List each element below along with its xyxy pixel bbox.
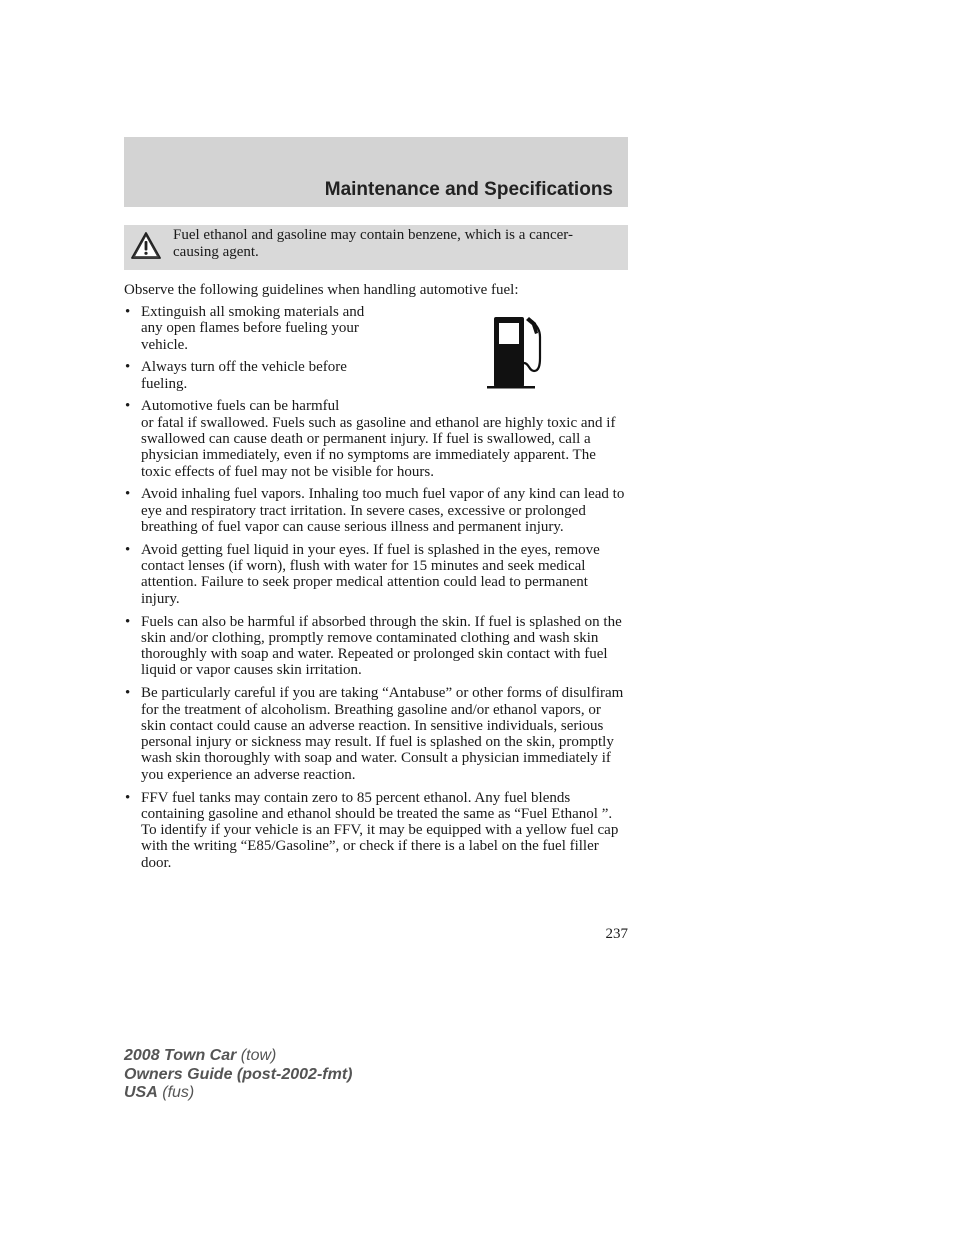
warning-text: Fuel ethanol and gasoline may contain benzene, which is a cancer-causing agent. [173, 227, 573, 260]
footer-line-guide: Owners Guide (post-2002-fmt) [124, 1065, 353, 1083]
warning-box [124, 225, 628, 270]
footer-line-model: 2008 Town Car (tow) [124, 1047, 277, 1064]
section-title: Maintenance and Specifications [324, 179, 613, 200]
document-footer [124, 1047, 352, 1103]
page-number: 237 [605, 926, 628, 942]
list-item: • Fuels can also be harmful if absorbed through the skin. If fuel is splashed on the skin and/or clothing, promptly remove contaminated clothing and wash skin thoroughly with soap and water. Repeated or prolonged skin contact with fuel liquid or vapor causes skin irritation. [124, 614, 628, 679]
list-item: • Automotive fuels can be harmful or fatal if swallowed. Fuels such as gasoline and ethanol are highly toxic and if swallowed can cause death or permanent injury. If fuel is swallowed, call a physician immediately, even if no symptoms are immediately apparent. The toxic effects of fuel may not be visible for hours. [124, 398, 628, 479]
list-item: • FFV fuel tanks may contain zero to 85 percent ethanol. Any fuel blends containing gasoline and ethanol should be treated the same as “Fuel Ethanol ”. To identify if your vehicle is an FFV, it may be equipped with a yellow fuel cap with the writing “E85/Gasoline”, or check if there is a label on the fuel filler door. [124, 790, 628, 871]
list-item: • Be particularly careful if you are taking “Antabuse” or other forms of disulfiram for the treatment of alcoholism. Breathing gasoline and/or ethanol vapors, or skin contact could cause an adverse reaction. In sensitive individuals, serious personal injury or sickness may result. If fuel is splashed on the skin, promptly wash skin thoroughly with soap and water. Consult a physician immediately if you experience an adverse reaction. [124, 685, 628, 783]
footer-line-region: USA (fus) [124, 1084, 195, 1101]
warning-triangle-icon [130, 231, 162, 261]
section-header [124, 137, 628, 207]
list-item: • Avoid inhaling fuel vapors. Inhaling too much fuel vapor of any kind can lead to eye and respiratory tract irritation. In severe cases, excessive or prolonged breathing of fuel vapor can cause serious illness and permanent injury. [124, 486, 628, 535]
intro-paragraph: Observe the following guidelines when handling automotive fuel: [124, 282, 519, 298]
list-item: • Avoid getting fuel liquid in your eyes. If fuel is splashed in the eyes, remove contact lenses (if worn), flush with water for 15 minutes and seek medical attention. Failure to seek proper medical attention could lead to permanent injury. [124, 542, 628, 607]
guidelines-list [124, 304, 628, 878]
list-item: • Always turn off the vehicle before fueling. [124, 359, 628, 392]
list-item: • Extinguish all smoking materials and any open flames before fueling your vehicle. [124, 304, 628, 353]
